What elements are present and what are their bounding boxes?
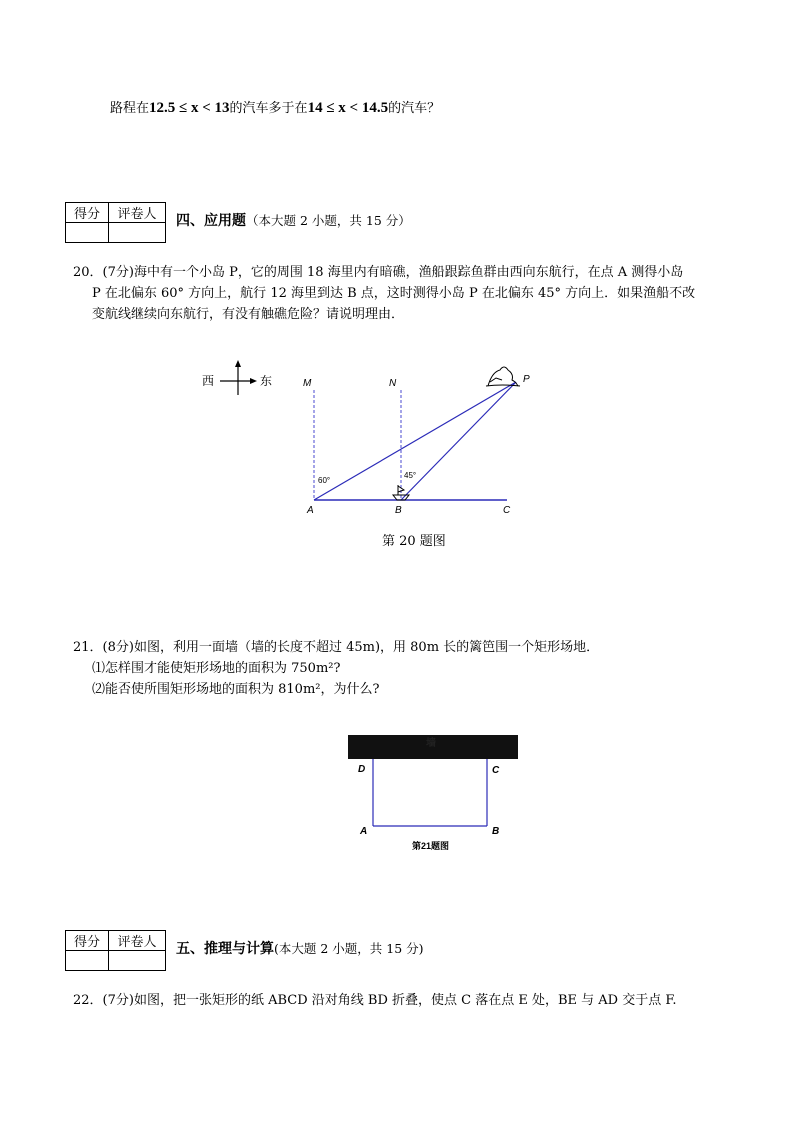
- grader-cell-5: [109, 951, 166, 971]
- q19-tail-line: [110, 98, 440, 119]
- q20-line3: 变航线继续向东航行，有没有触礁危险？请说明理由．: [92, 307, 405, 322]
- angle-45-label: 45°: [404, 471, 417, 480]
- label-M: M: [303, 378, 312, 389]
- q21-line3: ⑵能否使所围矩形场地的面积为 810m²，为什么?: [92, 682, 380, 697]
- angle-60-label: 60°: [318, 476, 331, 485]
- q22-line1: 22．(7分)如图，把一张矩形的纸 ABCD 沿对角线 BD 折叠，使点 C 落在点 E 处，BE 与 AD 交于点 F.: [73, 993, 677, 1008]
- label-A2: A: [360, 826, 368, 837]
- compass-east-arrow: [250, 378, 257, 384]
- compass-north-arrow: [235, 360, 241, 367]
- q20-line1: 20．(7分)海中有一个小岛 P，它的周围 18 海里内有暗礁，渔船跟踪鱼群由西向东航行，在点 A 测得小岛: [73, 265, 684, 280]
- label-A: A: [307, 505, 314, 516]
- score-cell: [66, 223, 109, 243]
- score-label: 得分: [66, 203, 109, 223]
- compass-east-label: 东: [260, 374, 273, 388]
- q19-middle: 的汽车多于在: [229, 101, 308, 116]
- q20-line2: P 在北偏东 60° 方向上，航行 12 海里到达 B 点，这时测得小岛 P 在北偏东 45° 方向上．如果渔船不改: [92, 286, 696, 301]
- score-box-section5: [65, 930, 166, 971]
- label-C2: C: [492, 765, 500, 776]
- q21-line1: 21．(8分)如图，利用一面墙（墙的长度不超过 45m)，用 80m 长的篱笆围一个矩形场地．: [73, 640, 600, 655]
- q19-inequality-2: 14 ≤ x < 14.5: [307, 100, 389, 116]
- q21-line2: ⑴怎样围才能使矩形场地的面积为 750m²?: [92, 661, 341, 676]
- label-B: B: [395, 505, 402, 516]
- grader-cell: [109, 223, 166, 243]
- section4-title: 四、应用题: [176, 213, 246, 229]
- grader-label-5: 评卷人: [109, 931, 166, 951]
- q20-figure: [190, 350, 550, 550]
- q21-figure-caption: 第21题图: [412, 841, 450, 851]
- score-label-5: 得分: [66, 931, 109, 951]
- sight-line-BP: [401, 382, 516, 500]
- label-P: P: [523, 374, 530, 385]
- section4-heading: [176, 211, 411, 232]
- label-N: N: [389, 378, 397, 389]
- q19-suffix: 的汽车？: [388, 101, 441, 116]
- label-C: C: [503, 505, 511, 516]
- score-box-section4: [65, 202, 166, 243]
- q20-figure-caption: 第 20 题图: [382, 534, 446, 549]
- score-cell-5: [66, 951, 109, 971]
- section5-title: 五、推理与计算: [176, 941, 274, 957]
- sight-line-AP: [314, 382, 516, 500]
- q19-inequality-1: 12.5 ≤ x < 13: [149, 100, 230, 116]
- q21-figure: [340, 730, 530, 860]
- label-D: D: [358, 764, 366, 775]
- compass-west-label: 西: [202, 374, 215, 388]
- grader-label: 评卷人: [109, 203, 166, 223]
- label-B2: B: [492, 826, 500, 837]
- section5-note: (本大题 2 小题，共 15 分): [274, 941, 424, 956]
- wall-label: 墙: [426, 738, 436, 749]
- q19-prefix: 路程在: [110, 101, 150, 116]
- section4-note: （本大题 2 小题，共 15 分）: [246, 213, 411, 228]
- section5-heading: [176, 939, 424, 960]
